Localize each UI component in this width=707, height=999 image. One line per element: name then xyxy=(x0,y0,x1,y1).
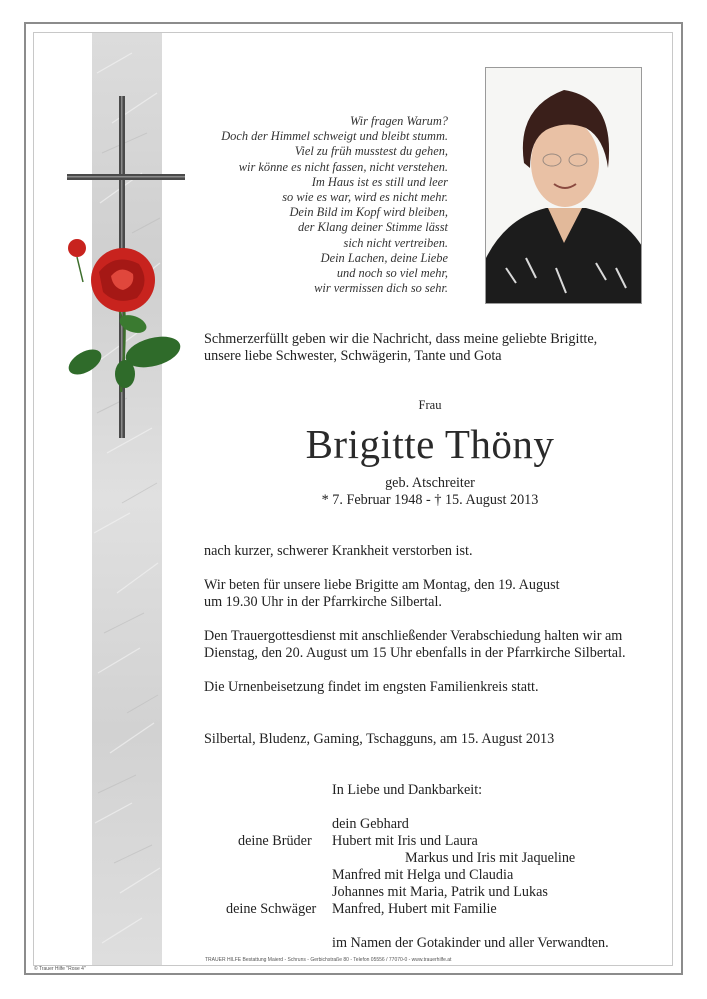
copyright: © Trauer Hilfe "Rose 4" xyxy=(34,966,86,972)
mourner-brother: Manfred mit Helga und Claudia xyxy=(332,867,514,883)
cross-with-rose-image xyxy=(55,92,195,442)
poem xyxy=(180,114,448,296)
life-dates: * 7. Februar 1948 - † 15. August 2013 xyxy=(321,492,539,508)
service-line-1: Den Trauergottesdienst mit anschließender Verabschiedung halten wir am xyxy=(204,628,623,644)
poem-line: der Klang deiner Stimme lässt xyxy=(297,220,448,235)
prayer-line-2: um 19.30 Uhr in der Pfarrkirche Silbertal. xyxy=(204,594,442,610)
intro-line-2: unsere liebe Schwester, Schwägerin, Tante und Gota xyxy=(204,348,502,364)
service-line-2: Dienstag, den 20. August um 15 Uhr ebenfalls in der Pfarrkirche Silbertal. xyxy=(204,645,626,661)
prayer-line-1: Wir beten für unsere liebe Brigitte am Montag, den 19. August xyxy=(204,577,560,593)
mourners-heading: In Liebe und Dankbarkeit: xyxy=(332,782,483,798)
poem-line: Viel zu früh musstest du gehen, xyxy=(294,144,448,159)
portrait-photo xyxy=(485,67,642,304)
born-name: geb. Atschreiter xyxy=(385,475,475,491)
place-date: Silbertal, Bludenz, Gaming, Tschagguns, am 15. August 2013 xyxy=(204,731,555,747)
poem-line: wir vermissen dich so sehr. xyxy=(314,281,448,296)
poem-line: Doch der Himmel schweigt und bleibt stumm. xyxy=(221,129,448,144)
brothers-label: deine Brüder xyxy=(238,833,312,849)
poem-line: Dein Bild im Kopf wird bleiben, xyxy=(289,205,448,220)
mourner-brother: Markus und Iris mit Jaqueline xyxy=(405,850,576,866)
poem-line: und noch so viel mehr, xyxy=(336,266,448,281)
poem-line: wir könne es nicht fassen, nicht verstehen. xyxy=(238,159,448,174)
deceased-name: Brigitte Thöny xyxy=(305,421,555,467)
intro-line-1: Schmerzerfüllt geben wir die Nachricht, dass meine geliebte Brigitte, xyxy=(204,331,598,347)
mourner-husband: dein Gebhard xyxy=(332,816,409,832)
poem-line: Im Haus ist es still und leer xyxy=(311,174,448,189)
poem-line: Wir fragen Warum? xyxy=(350,114,448,128)
salutation: Frau xyxy=(418,398,442,412)
passed-text: nach kurzer, schwerer Krankheit verstorben ist. xyxy=(204,543,473,559)
mourner-brother: Hubert mit Iris und Laura xyxy=(332,833,478,849)
urn-text: Die Urnenbeisetzung findet im engsten Familienkreis statt. xyxy=(204,679,539,695)
mourner-brother: Johannes mit Maria, Patrik und Lukas xyxy=(332,884,548,900)
mourners-closing: im Namen der Gotakinder und aller Verwandten. xyxy=(332,935,609,951)
poem-line: sich nicht vertreiben. xyxy=(343,235,448,250)
footer-imprint: TRAUER HILFE Bestattung Maierd - Schruns - Gerbichstraße 80 - Telefon 05556 / 77070-0 - www.trauerhilfe.at xyxy=(205,957,452,963)
poem-line: Dein Lachen, deine Liebe xyxy=(320,250,448,265)
inlaws-label: deine Schwäger xyxy=(226,901,317,917)
poem-line: so wie es war, wird es nicht mehr. xyxy=(282,190,448,205)
mourner-inlaws: Manfred, Hubert mit Familie xyxy=(332,901,497,917)
